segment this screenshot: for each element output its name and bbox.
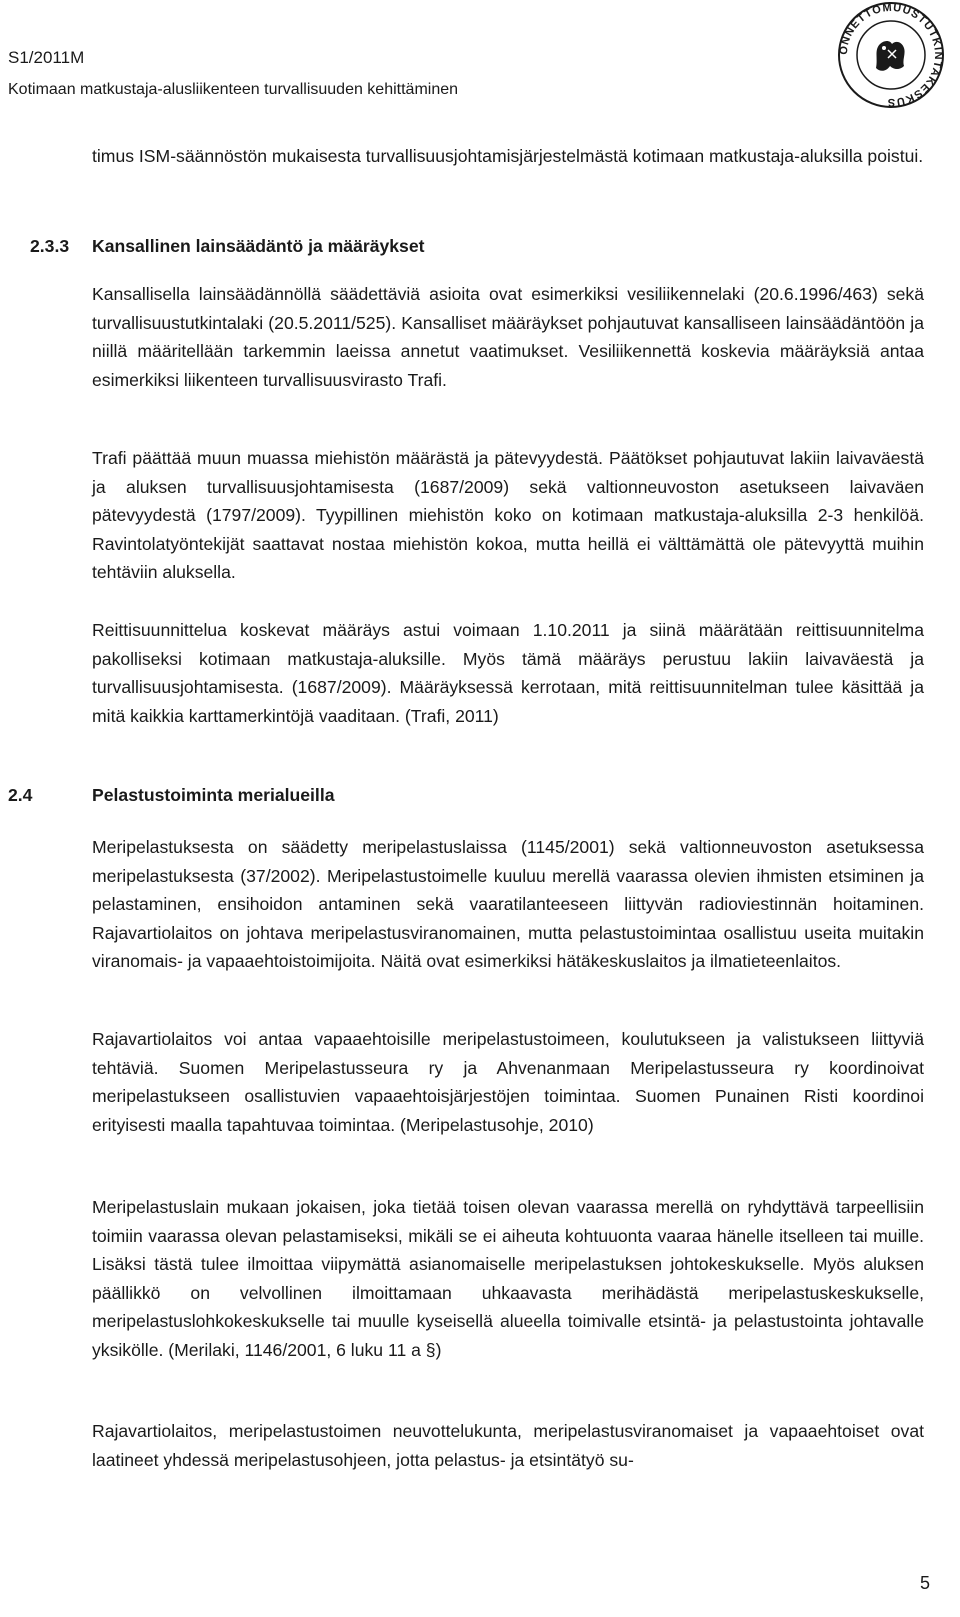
- paragraph: Reittisuunnittelua koskevat määräys astui voimaan 1.10.2011 ja siinä määrätään reittisuunnitelma pakolliseksi kotimaan matkustaja-aluksille. Myös tämä määräys perustuu lakiin laivaväestä ja turvallisuusjohtamisesta. (1687/2009). Määräyksessä kerrotaan, mitä reittisuunnitelman tulee käsittää ja mitä kaikkia karttamerkintöjä vaaditaan. (Trafi, 2011): [92, 620, 924, 726]
- paragraph: Rajavartiolaitos voi antaa vapaaehtoisille meripelastustoimeen, koulutukseen ja valistukseen liittyviä tehtäviä. Suomen Meripelastusseura ry ja Ahvenanmaan Meripelastusseura ry koordinoivat meripelastukseen osallistuvien vapaaehtoisjärjestöjen toimintaa. Suomen Punainen Risti koordinoi erityisesti maalla tapahtuvaa toimintaa. (Meripelastusohje, 2010): [92, 1029, 924, 1135]
- lion-seal-icon: [826, 0, 956, 110]
- section-2-3-3-body: [92, 444, 924, 587]
- intro-paragraph: timus ISM-säännöstön mukaisesta turvallisuusjohtamisjärjestelmästä kotimaan matkustaja-aluksilla poistui.: [92, 146, 924, 166]
- paragraph: Rajavartiolaitos, meripelastustoimen neuvottelukunta, meripelastusviranomaiset ja vapaaehtoiset ovat laatineet yhdessä meripelastusohjeen, jotta pelastus- ja etsintätyö su-: [92, 1421, 924, 1470]
- page-number: 5: [919, 1573, 930, 1593]
- section-2-4-body: [92, 1417, 924, 1474]
- section-number: 2.3.3: [30, 236, 70, 256]
- intro-paragraph-block: [92, 142, 924, 171]
- paragraph: Meripelastuslain mukaan jokaisen, joka tietää toisen olevan vaarassa merellä on ryhdyttävä tarpeellisiin toimiin vaarassa olevan pelastamiseksi, mikäli se ei aiheuta kohtuuonta vaaraa hänelle itselleen tai muille. Lisäksi tästä tulee ilmoittaa viipymättä asianomaiselle meripelastuksen johtokeskukselle. Myös aluksen päällikkö on velvollinen ilmoittamaan uhkaavasta merihädästä meripelastuskeskukselle, meripelastuslohkokeskukselle tai muulle kyseisellä alueella toimivalle etsintä- ja pelastustointa johtavalle yksikölle. (Merilaki, 1146/2001, 6 luku 11 a §): [92, 1197, 924, 1360]
- page-header: [8, 48, 458, 100]
- section-title: Pelastustoiminta merialueilla: [92, 785, 335, 805]
- section-2-3-3-body: [92, 616, 924, 730]
- document-id: S1/2011M: [8, 48, 85, 67]
- section-number: 2.4: [8, 785, 33, 805]
- section-2-3-3-body: [92, 280, 924, 394]
- section-2-4-body: [92, 833, 924, 976]
- section-2-4-body: [92, 1193, 924, 1365]
- section-2-4-body: [92, 1025, 924, 1139]
- section-title: Kansallinen lainsäädäntö ja määräykset: [92, 236, 425, 256]
- paragraph: Meripelastuksesta on säädetty meripelastuslaissa (1145/2001) sekä valtionneuvoston asetuksessa meripelastuksesta (37/2002). Meripelastustoimelle kuuluu merellä vaarassa olevien ihmisten etsiminen ja pelastaminen, ensihoidon antaminen sekä vaaratilanteeseen liittyvän radioviestinnän hoitaminen. Rajavartiolaitos on johtava meripelastusviranomainen, mutta pelastustoimintaa osallistuu useita muitakin viranomais- ja vapaaehtoistoimijoita. Näitä ovat esimerkiksi hätäkeskuslaitos ja ilmatieteenlaitos.: [92, 837, 924, 972]
- logo-ring-text: ONNETTOMUUSTUTKINTAKESKUS: [837, 1, 945, 109]
- section-heading-2-4: [8, 781, 335, 809]
- paragraph: Kansallisella lainsäädännöllä säädettäviä asioita ovat esimerkiksi vesiliikennelaki (20.6.1996/463) sekä turvallisuustutkintalaki (20.5.2011/525). Kansalliset määräykset pohjautuvat kansalliseen lainsäädäntöön ja niillä määritellään tarkemmin laeissa annetut vaatimukset. Vesiliikennettä koskevia määräyksiä antaa esimerkiksi liikenteen turvallisuusvirasto Trafi.: [92, 284, 924, 390]
- paragraph: Trafi päättää muun muassa miehistön määrästä ja pätevyydestä. Päätökset pohjautuvat lakiin laivaväestä ja aluksen turvallisuusjohtamisesta (1687/2009) sekä valtionneuvoston asetukseen laivaväen pätevyydestä (1797/2009). Tyypillinen miehistön koko on kotimaan matkustaja-aluksilla 2-3 henkilöä. Ravintolatyöntekijät saattavat nostaa miehistön kokoa, mutta heillä ei välttämättä ole pätevyyttä muihin tehtäviin aluksella.: [92, 448, 924, 583]
- section-heading-2-3-3: [30, 232, 424, 260]
- document-title: Kotimaan matkustaja-alusliikenteen turvallisuuden kehittäminen: [8, 81, 459, 98]
